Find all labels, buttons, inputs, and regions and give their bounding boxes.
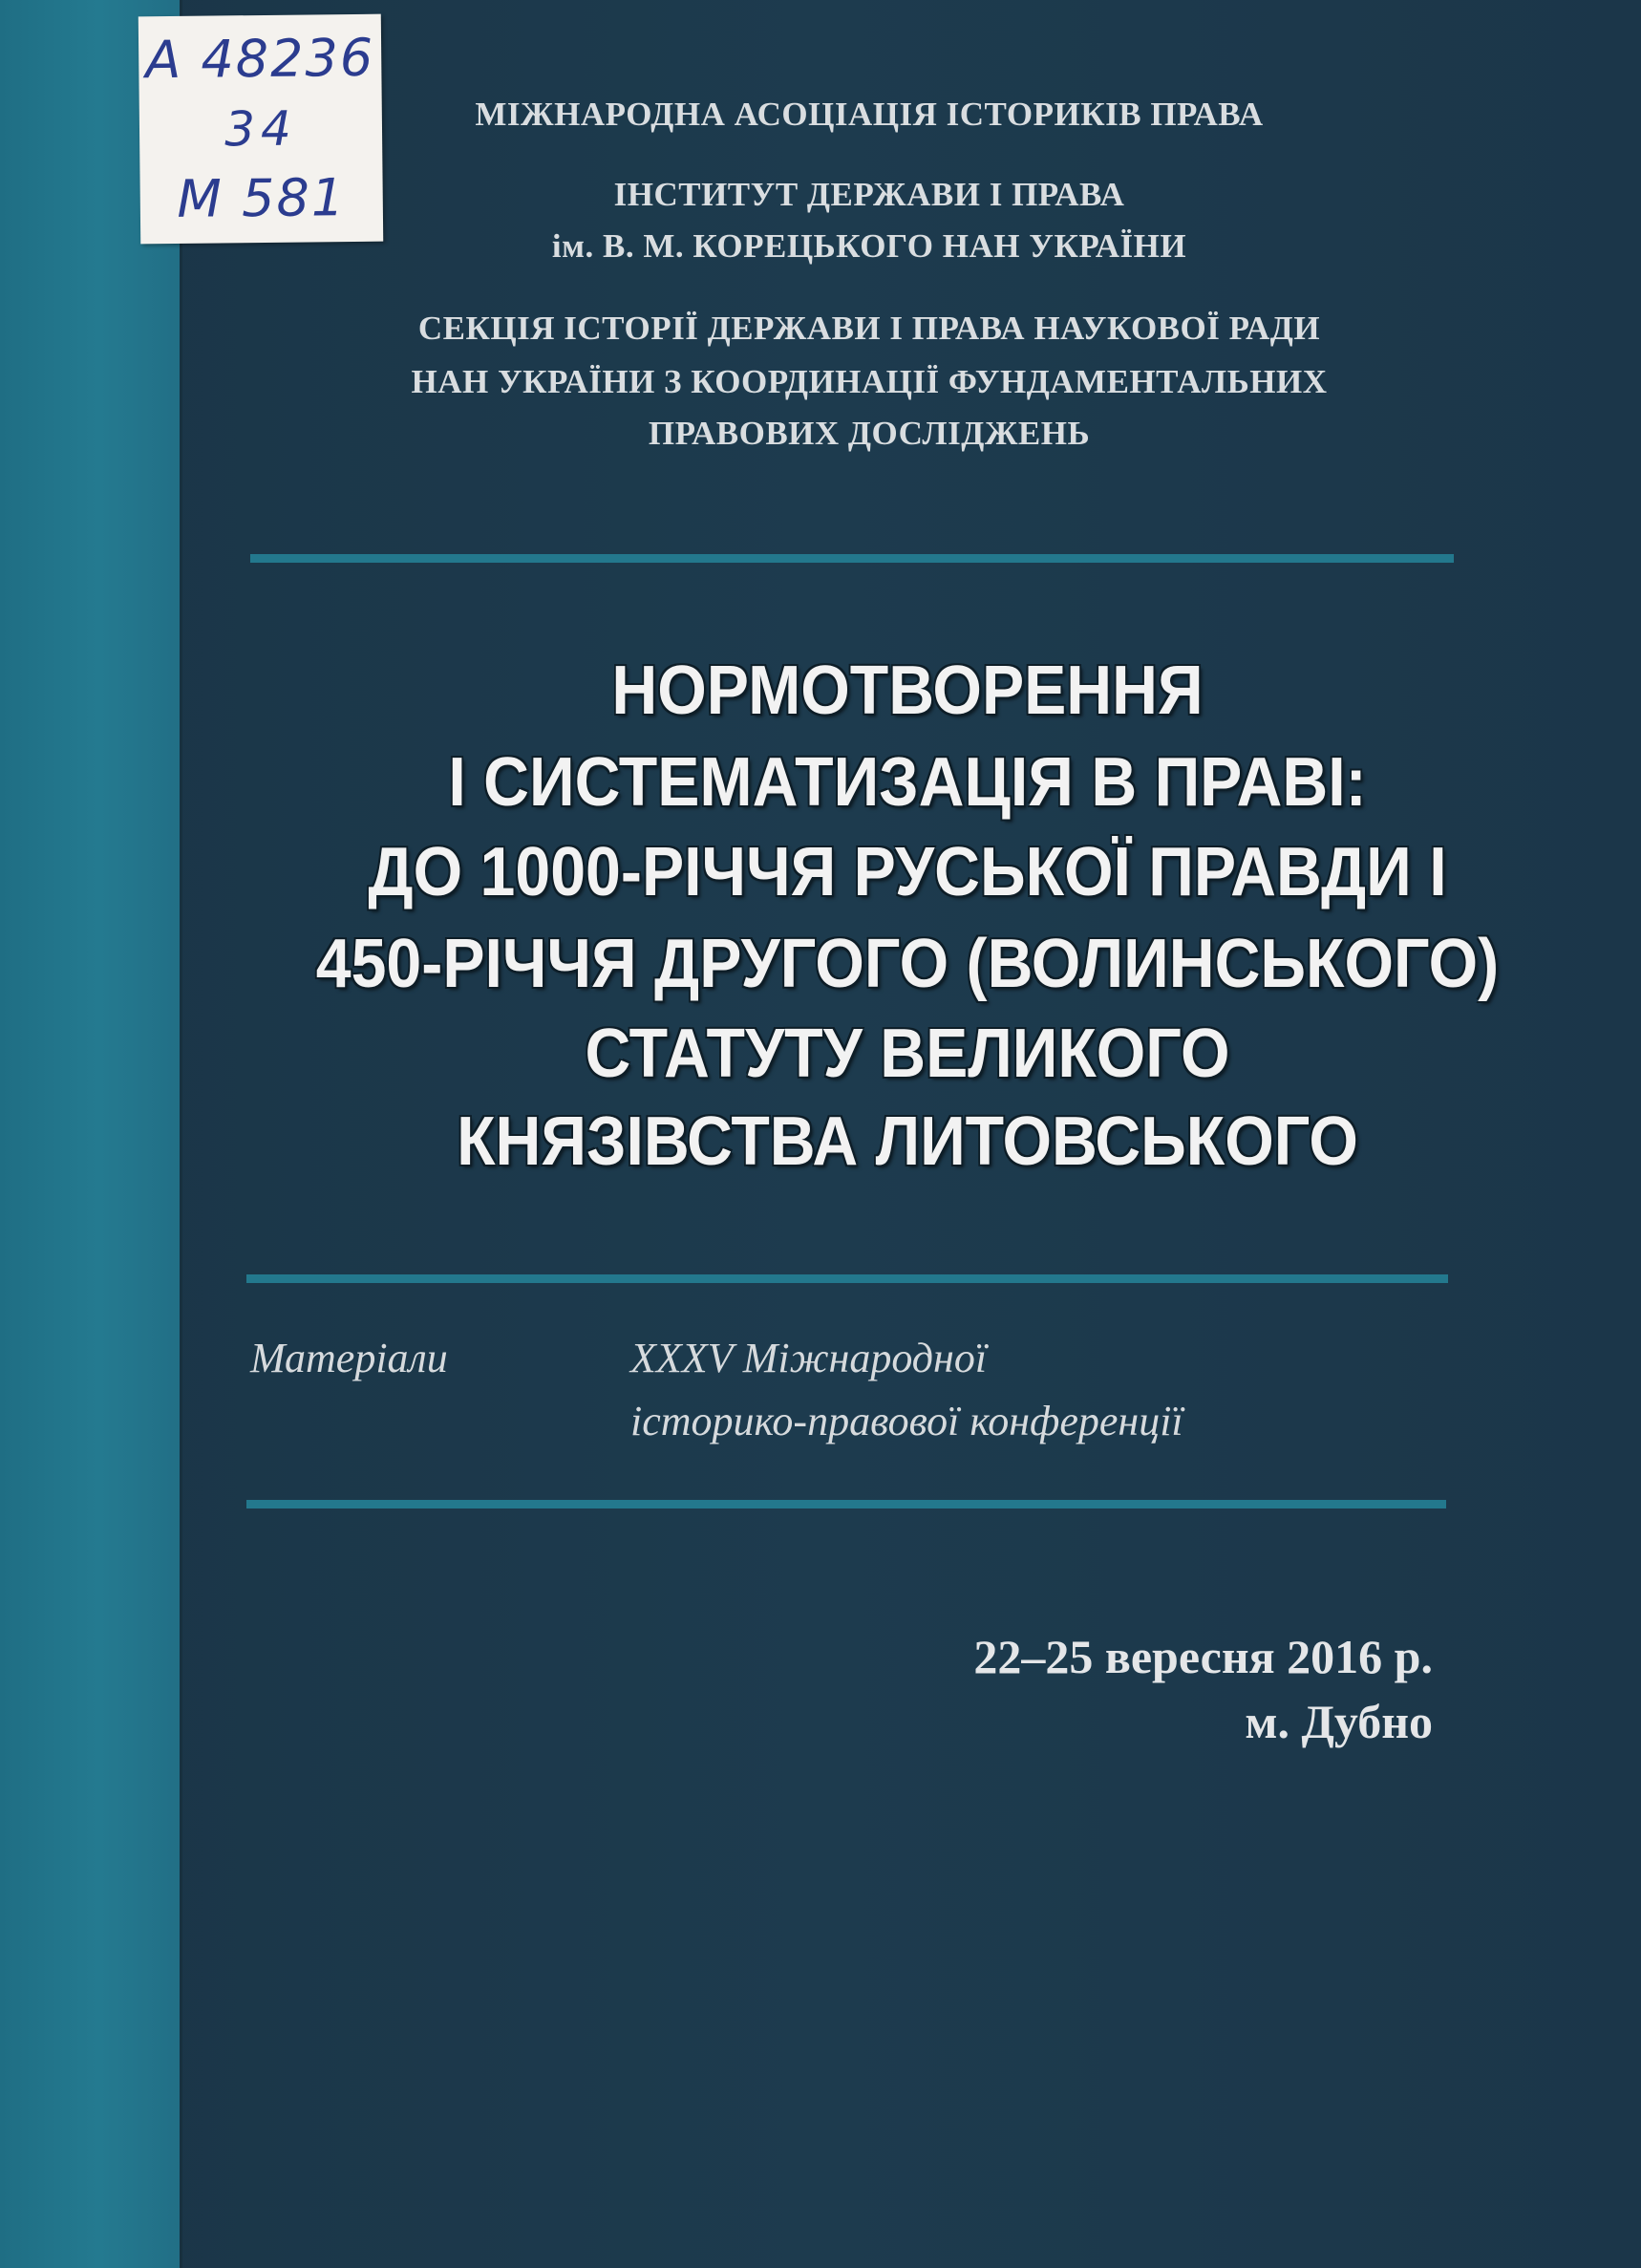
divider-bottom xyxy=(246,1500,1446,1508)
divider-top xyxy=(250,554,1454,563)
event-place: м. Дубно xyxy=(1245,1695,1433,1748)
divider-middle xyxy=(246,1274,1448,1283)
organization-3-line-1: СЕКЦІЯ ІСТОРІЇ ДЕРЖАВИ І ПРАВА НАУКОВОЇ РАДИ xyxy=(417,310,1321,347)
title-line-2: І СИСТЕМАТИЗАЦІЯ В ПРАВІ: xyxy=(448,744,1367,821)
organization-2-line-2: ім. В. М. КОРЕЦЬКОГО НАН УКРАЇНИ xyxy=(551,227,1187,265)
title-line-6: КНЯЗІВСТВА ЛИТОВСЬКОГО xyxy=(457,1103,1358,1180)
organization-2-line-1: ІНСТИТУТ ДЕРЖАВИ І ПРАВА xyxy=(613,176,1125,213)
title-line-3: ДО 1000-РІЧЧЯ РУСЬКОЇ ПРАВДИ І xyxy=(368,834,1447,910)
materials-label: Матеріали xyxy=(250,1335,448,1381)
conference-line-1: XXXV Міжнародної xyxy=(630,1335,988,1381)
title-line-4: 450-РІЧЧЯ ДРУГОГО (ВОЛИНСЬКОГО) xyxy=(315,926,1500,1002)
organization-3-line-3: ПРАВОВИХ ДОСЛІДЖЕНЬ xyxy=(648,415,1091,452)
stamp-line-3: М 581 xyxy=(177,167,347,229)
organization-3-line-2: НАН УКРАЇНИ З КООРДИНАЦІЇ ФУНДАМЕНТАЛЬНИХ xyxy=(411,363,1328,400)
organization-1: МІЖНАРОДНА АСОЦІАЦІЯ ІСТОРИКІВ ПРАВА xyxy=(475,96,1264,133)
event-dates: 22–25 вересня 2016 р. xyxy=(973,1630,1433,1683)
stamp-line-2: 34 xyxy=(224,100,298,158)
conference-line-2: історико-правової конференції xyxy=(630,1398,1183,1444)
title-line-5: СТАТУТУ ВЕЛИКОГО xyxy=(585,1016,1230,1092)
title-line-1: НОРМОТВОРЕННЯ xyxy=(611,653,1204,729)
spine-strip xyxy=(0,0,180,2268)
stamp-line-1: А 48236 xyxy=(144,27,375,91)
